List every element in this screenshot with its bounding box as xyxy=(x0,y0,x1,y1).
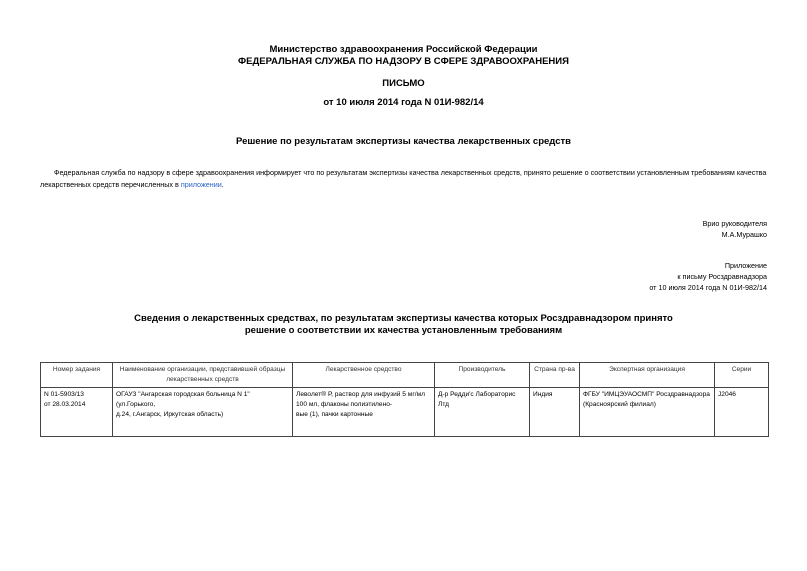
table-row xyxy=(41,388,769,437)
expert-organization-cell: ФГБУ "ИМЦЭУАОСМП" Росздравнадзора (Красноярский филиал) xyxy=(580,388,715,437)
column-header: Лекарственное средство xyxy=(293,363,435,388)
task-number-cell: N 01-5903/13 от 28.03.2014 xyxy=(41,388,113,437)
column-header: Производитель xyxy=(435,363,530,388)
column-header: Экспертная организация xyxy=(580,363,715,388)
appendix-title: Сведения о лекарственных средствах, по результатам экспертизы качества которых Росздравнадзором принято решение о соответствии их качества установленным требованиям xyxy=(134,313,673,336)
manufacturer-cell: Д-р Редди'с Лабораторис Лтд xyxy=(435,388,530,437)
appendix-label: Приложение xyxy=(724,261,767,270)
column-header: Страна пр-ва xyxy=(530,363,580,388)
body-text: Федеральная служба по надзору в сфере здравоохранения информирует что по результатам экспертизы качества лекарственных средств, принято решение о соответствии установленным требованиям качества лекарственных средств перечисленных в xyxy=(40,168,767,189)
signature-title: Врио руководителя xyxy=(702,219,767,228)
body-text-end: . xyxy=(221,180,224,189)
appendix-link[interactable]: приложении xyxy=(180,180,222,189)
drug-cell: Леволет® Р, раствор для инфузий 5 мг/мл 100 мл, флаконы полиэтилено- вые (1), пачки картонные xyxy=(293,388,435,437)
appendix-date: от 10 июля 2014 года N 01И-982/14 xyxy=(649,283,767,292)
table-header-row xyxy=(41,363,769,388)
series-cell: J2046 xyxy=(715,388,769,437)
document-subject: Решение по результатам экспертизы качества лекарственных средств xyxy=(236,136,571,147)
organization-cell: ОГАУЗ "Ангарская городская больница N 1" (ул.Горького, д.24, г.Ангарск, Иркутская область) xyxy=(113,388,293,437)
ministry-name: Министерство здравоохранения Российской Федерации xyxy=(269,44,538,55)
column-header: Серии xyxy=(715,363,769,388)
column-header: Наименование организации, представившей образцы лекарственных средств xyxy=(113,363,293,388)
results-table xyxy=(40,362,769,437)
signature-name: М.А.Мурашко xyxy=(721,230,767,239)
document-type: ПИСЬМО xyxy=(382,78,425,89)
country-cell: Индия xyxy=(530,388,580,437)
body-paragraph xyxy=(40,167,768,191)
column-header: Номер задания xyxy=(41,363,113,388)
document-date: от 10 июля 2014 года N 01И-982/14 xyxy=(323,97,484,108)
appendix-reference: к письму Росздравнадзора xyxy=(677,272,767,281)
service-name: ФЕДЕРАЛЬНАЯ СЛУЖБА ПО НАДЗОРУ В СФЕРЕ ЗДРАВООХРАНЕНИЯ xyxy=(238,56,569,67)
